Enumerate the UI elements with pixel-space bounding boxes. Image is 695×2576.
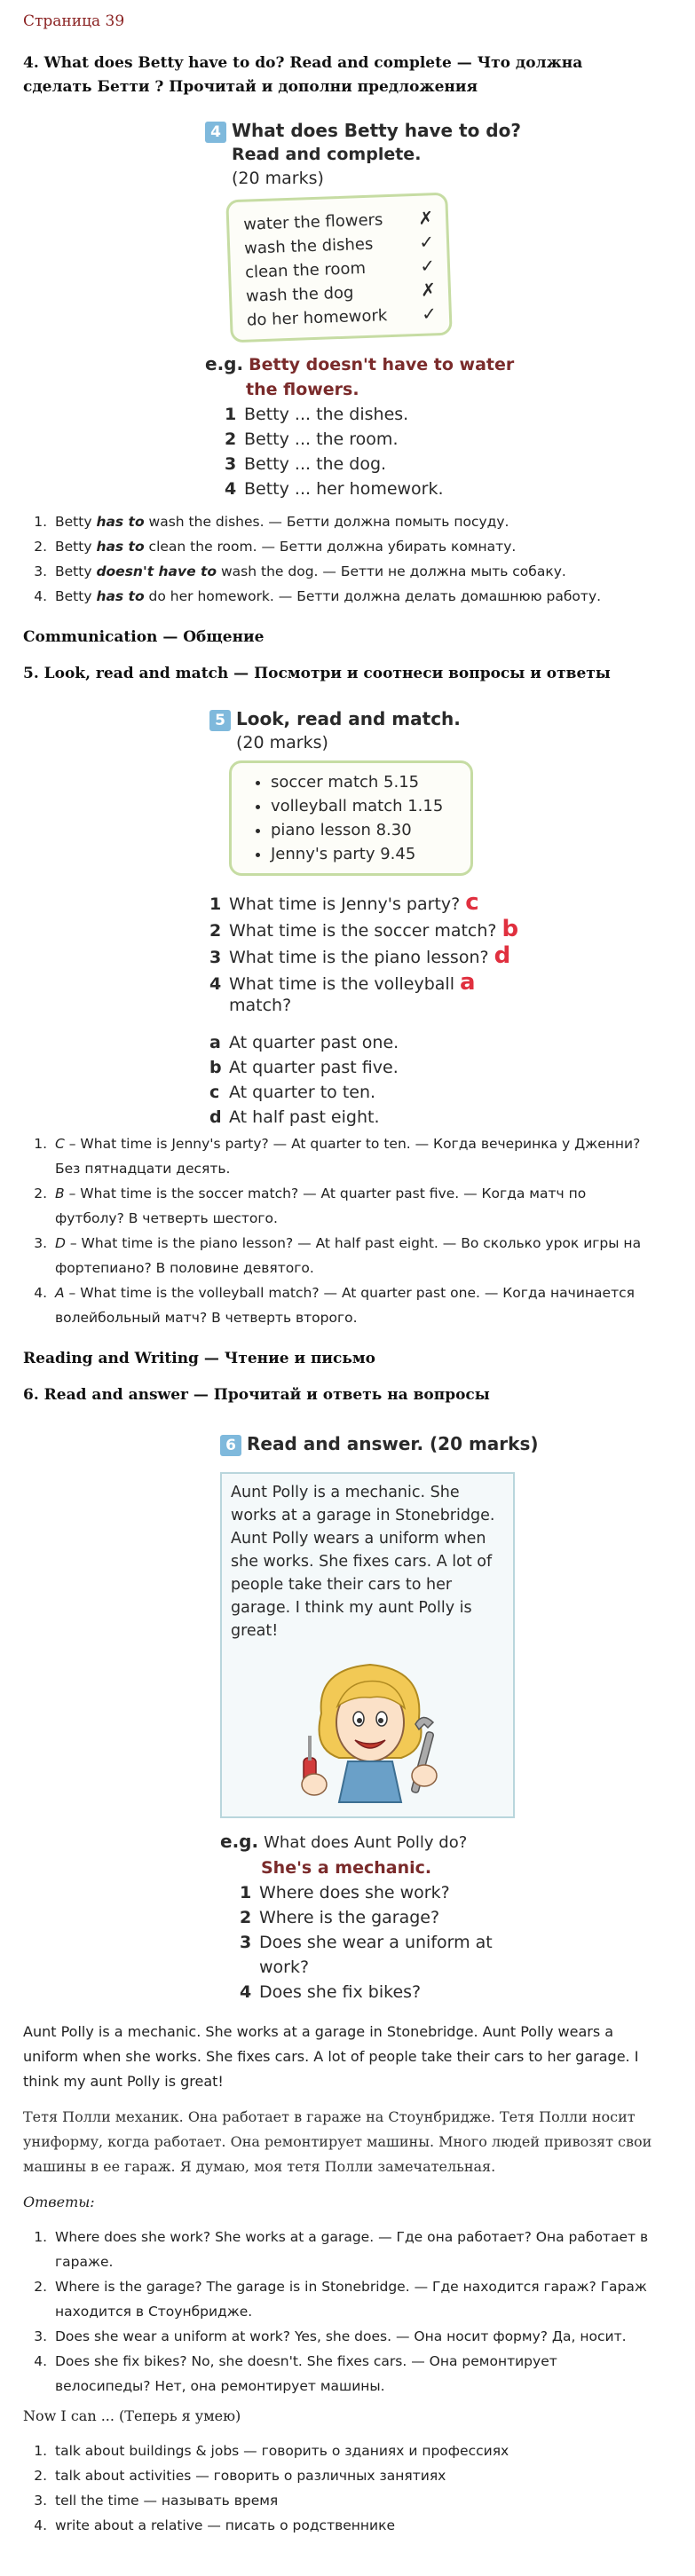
can-do-item: 1. talk about buildings & jobs — говорить о зданиях и профессиях (51, 2438, 675, 2463)
check-mark-icon: ✓ (418, 231, 435, 253)
schedule-item: • volleyball match 1.15 (271, 794, 458, 818)
answer-rest: clean the room. — Бетти должна убирать комнату. (144, 539, 517, 555)
answer-item (51, 559, 675, 584)
question-row (209, 943, 565, 970)
text-line: машины в ее гараж. Я думаю, моя тетя Полли замечательная. (23, 2158, 496, 2175)
now-i-can-list (51, 2438, 675, 2538)
chores-checklist-box (225, 193, 452, 343)
question-text: Where is the garage? (259, 1908, 440, 1927)
answer-item (51, 2225, 675, 2274)
text-line: униформу, когда работает. Она ремонтирует машины. Много людей привозят свои (23, 2133, 652, 2150)
example-block (205, 351, 560, 402)
answer-text-continued: находится в Стоунбридже. (55, 2304, 253, 2320)
question-number: 1 (240, 1883, 252, 1902)
story-line: works at a garage in Stonebridge. (231, 1507, 495, 1524)
exercise-item (225, 402, 560, 427)
option-row (209, 1030, 565, 1055)
answer-subject: Betty (55, 563, 97, 579)
figure-title: What does Betty have to do? (232, 120, 521, 141)
answer-text: – What time is the volleyball match? — At quarter past one. — Когда начинается (64, 1285, 635, 1301)
answer-letter: D (55, 1235, 66, 1251)
chores-checklist (243, 206, 438, 332)
question-number: 1 (209, 894, 222, 914)
task5-answers-list (51, 1131, 675, 1330)
schedule-list (255, 770, 458, 866)
checklist-item-text: wash the dishes (243, 234, 374, 258)
option-letter: c (209, 1083, 220, 1102)
exercise-item (225, 452, 560, 477)
answer-item (51, 534, 675, 559)
figure-marks: (20 marks) (232, 169, 324, 188)
exercise-item (225, 477, 560, 501)
schedule-item: • Jenny's party 9.45 (271, 842, 458, 866)
figure-title: Look, read and match. (236, 708, 461, 729)
question-number: 4 (240, 1982, 252, 2002)
figure-subtitle: Read and complete. (232, 145, 422, 164)
handwritten-answer-mark: a (460, 969, 476, 996)
item-number: 2 (225, 429, 237, 449)
question-text: What time is the piano lesson? (229, 948, 494, 967)
question-number: 4 (209, 974, 222, 994)
answer-text: Does she wear a uniform at work? Yes, she does. — Она носит форму? Да, носит. (55, 2328, 627, 2344)
page-number-label: Страница 39 (23, 12, 125, 30)
handwritten-answer-mark: c (465, 889, 479, 916)
question-row (209, 890, 565, 917)
option-text: At half past eight. (229, 1107, 380, 1127)
answer-text: – What time is Jenny's party? — At quarter to ten. — Когда вечеринка у Дженни? (64, 1136, 641, 1152)
task4-heading-line1: 4. What does Betty have to do? Read and complete — Что должна (23, 54, 583, 72)
question-text: What time is the volleyball (229, 974, 461, 994)
answer-subject: Betty (55, 539, 97, 555)
answer-emphasis: has to (96, 514, 145, 530)
answer-text-continued: велосипеды? Нет, она ремонтирует машины. (55, 2378, 385, 2394)
answer-subject: Betty (55, 514, 97, 530)
item-text: Betty ... her homework. (244, 479, 444, 499)
option-row (209, 1080, 565, 1105)
now-i-can-label: Now I can ... (Теперь я умею) (23, 2407, 241, 2424)
task5-figure (209, 707, 565, 1127)
figure-title: Read and answer. (20 marks) (247, 1433, 539, 1454)
reading-writing-heading: Reading and Writing — Чтение и письмо (23, 1350, 376, 1367)
option-text: At quarter to ten. (229, 1083, 376, 1102)
question-row (240, 1905, 575, 1930)
answer-rest: wash the dog. — Бетти не должна мыть собаку. (217, 563, 566, 579)
option-row (209, 1055, 565, 1080)
checklist-item-text: do her homework (246, 306, 388, 330)
story-line: great! (231, 1622, 279, 1640)
question-text-continued: match? (229, 996, 292, 1015)
answer-emphasis: doesn't have to (96, 563, 217, 579)
answer-text: Where does she work? She works at a garage. — Где она работает? Она работает в (55, 2229, 649, 2245)
answer-text-continued: футболу? В четверть шестого. (55, 1210, 278, 1226)
cross-mark-icon: ✗ (417, 207, 434, 229)
text-line: uniform when she works. She fixes cars. A lot of people take their cars to her garage. I (23, 2048, 639, 2065)
story-box (220, 1472, 515, 1818)
exercise-item (225, 427, 560, 452)
story-text-english (23, 2020, 675, 2094)
answer-item (51, 2324, 675, 2349)
story-line: Aunt Polly is a mechanic. She (231, 1484, 460, 1501)
handwritten-answer-mark: b (502, 916, 519, 942)
story-line: people take their cars to her (231, 1576, 453, 1594)
answers-label: Ответы: (23, 2194, 95, 2210)
question-text-continued: work? (259, 1958, 310, 1977)
item-text: Betty ... the room. (244, 429, 399, 449)
item-text: Betty ... the dog. (244, 454, 387, 474)
task5-options (209, 1030, 565, 1130)
option-letter: d (209, 1107, 222, 1127)
task4-heading-line2: сделать Бетти ? Прочитай и дополни предложения (23, 78, 478, 96)
question-row (240, 1980, 575, 2005)
answer-text-continued: фортепиано? В половине девятого. (55, 1260, 314, 1276)
answer-letter: C (55, 1136, 65, 1152)
option-letter: a (209, 1033, 221, 1052)
answer-item (51, 1181, 675, 1231)
answer-emphasis: has to (96, 588, 145, 604)
text-line: think my aunt Polly is great! (23, 2073, 224, 2090)
answer-text: Does she fix bikes? No, she doesn't. She fixes cars. — Она ремонтирует (55, 2353, 557, 2369)
option-row (209, 1105, 565, 1130)
figure-marks: (20 marks) (236, 733, 328, 752)
schedule-item: • piano lesson 8.30 (271, 818, 458, 842)
schedule-item: • soccer match 5.15 (271, 770, 458, 794)
answer-text-continued: волейбольный матч? В четверть второго. (55, 1310, 358, 1326)
answer-rest: wash the dishes. — Бетти должна помыть посуду. (144, 514, 509, 530)
answer-text-continued: Без пятнадцати десять. (55, 1161, 231, 1177)
story-text-russian (23, 2105, 675, 2179)
can-do-item: 4. write about a relative — писать о родственнике (51, 2513, 675, 2538)
eg-label: e.g. (205, 353, 244, 374)
check-mark-icon: ✓ (421, 303, 438, 325)
example-answer-line2: the flowers. (246, 380, 359, 399)
question-text: Does she wear a uniform at (259, 1933, 493, 1952)
question-text: What time is the soccer match? (229, 921, 502, 941)
task4-items (205, 402, 560, 501)
question-number: 3 (209, 948, 222, 967)
answer-text: – What time is the piano lesson? — At half past eight. — Во сколько урок игры на (65, 1235, 642, 1251)
answer-rest: do her homework. — Бетти должна делать домашнюю работу. (144, 588, 602, 604)
answer-letter: A (55, 1285, 65, 1301)
exercise-number-badge: 4 (205, 122, 226, 143)
checklist-item-text: clean the room (244, 258, 367, 282)
item-number: 1 (225, 405, 237, 424)
item-number: 3 (225, 454, 237, 474)
task5-questions (209, 890, 565, 1018)
cross-mark-icon: ✗ (420, 279, 437, 301)
answer-item (51, 2274, 675, 2324)
answer-text-continued: гараже. (55, 2254, 114, 2270)
answer-item (51, 509, 675, 534)
schedule-box (229, 760, 473, 876)
option-text: At quarter past five. (229, 1058, 399, 1077)
question-number: 3 (240, 1933, 252, 1952)
text-line: Тетя Полли механик. Она работает в гараже на Стоунбридже. Тетя Полли носит (23, 2108, 636, 2125)
answer-item (51, 1131, 675, 1181)
question-text: Does she fix bikes? (259, 1982, 422, 2002)
question-row (240, 1880, 575, 1905)
question-number: 2 (240, 1908, 252, 1927)
question-text: What time is Jenny's party? (229, 894, 466, 914)
handwritten-answer-mark: d (494, 942, 511, 969)
example-answer-line1: Betty doesn't have to water (249, 355, 515, 374)
example-block (220, 1829, 575, 1880)
answer-emphasis: has to (96, 539, 145, 555)
option-text: At quarter past one. (229, 1033, 399, 1052)
item-text: Betty ... the dishes. (244, 405, 409, 424)
text-line: Aunt Polly is a mechanic. She works at a garage in Stonebridge. Aunt Polly wears a (23, 2023, 614, 2040)
task6-figure (220, 1432, 575, 2018)
can-do-item: 3. tell the time — называть время (51, 2488, 675, 2513)
checklist-item-text: wash the dog (245, 283, 354, 306)
communication-heading: Communication — Общение (23, 628, 265, 646)
can-do-item: 2. talk about activities — говорить о различных занятиях (51, 2463, 675, 2488)
answer-letter: B (55, 1186, 65, 1201)
answer-subject: Betty (55, 588, 97, 604)
task4-heading (23, 51, 675, 99)
story-text (231, 1481, 504, 1642)
question-row (240, 1930, 575, 1955)
eg-label: e.g. (220, 1831, 259, 1852)
story-line: Aunt Polly wears a uniform when (231, 1530, 486, 1548)
task6-questions (220, 1880, 575, 2005)
question-text: Where does she work? (259, 1883, 450, 1902)
example-question: What does Aunt Polly do? (264, 1833, 468, 1852)
task4-figure (205, 119, 560, 499)
answer-item (51, 1231, 675, 1280)
answer-item (51, 2349, 675, 2399)
item-number: 4 (225, 479, 237, 499)
answer-text: Where is the garage? The garage is in Stonebridge. — Где находится гараж? Гараж (55, 2279, 647, 2295)
check-mark-icon: ✓ (419, 255, 436, 277)
task6-answers-list (51, 2225, 675, 2399)
story-line: she works. She fixes cars. A lot of (231, 1553, 493, 1571)
answer-item (51, 1280, 675, 1330)
exercise-number-badge: 6 (220, 1435, 241, 1456)
question-row (209, 917, 565, 943)
checklist-item-text: water the flowers (242, 210, 383, 234)
option-letter: b (209, 1058, 222, 1077)
task6-heading: 6. Read and answer — Прочитай и ответь на вопросы (23, 1386, 490, 1404)
exercise-number-badge: 5 (209, 710, 231, 731)
answer-item (51, 584, 675, 609)
aunt-polly-illustration (295, 1651, 446, 1811)
answer-text: – What time is the soccer match? — At quarter past five. — Когда матч по (64, 1186, 587, 1201)
question-number: 2 (209, 921, 222, 941)
story-line: garage. I think my aunt Polly is (231, 1599, 472, 1617)
example-answer: She's a mechanic. (261, 1858, 432, 1878)
task5-heading: 5. Look, read and match — Посмотри и соотнеси вопросы и ответы (23, 665, 611, 682)
task4-answers-list (51, 509, 675, 609)
